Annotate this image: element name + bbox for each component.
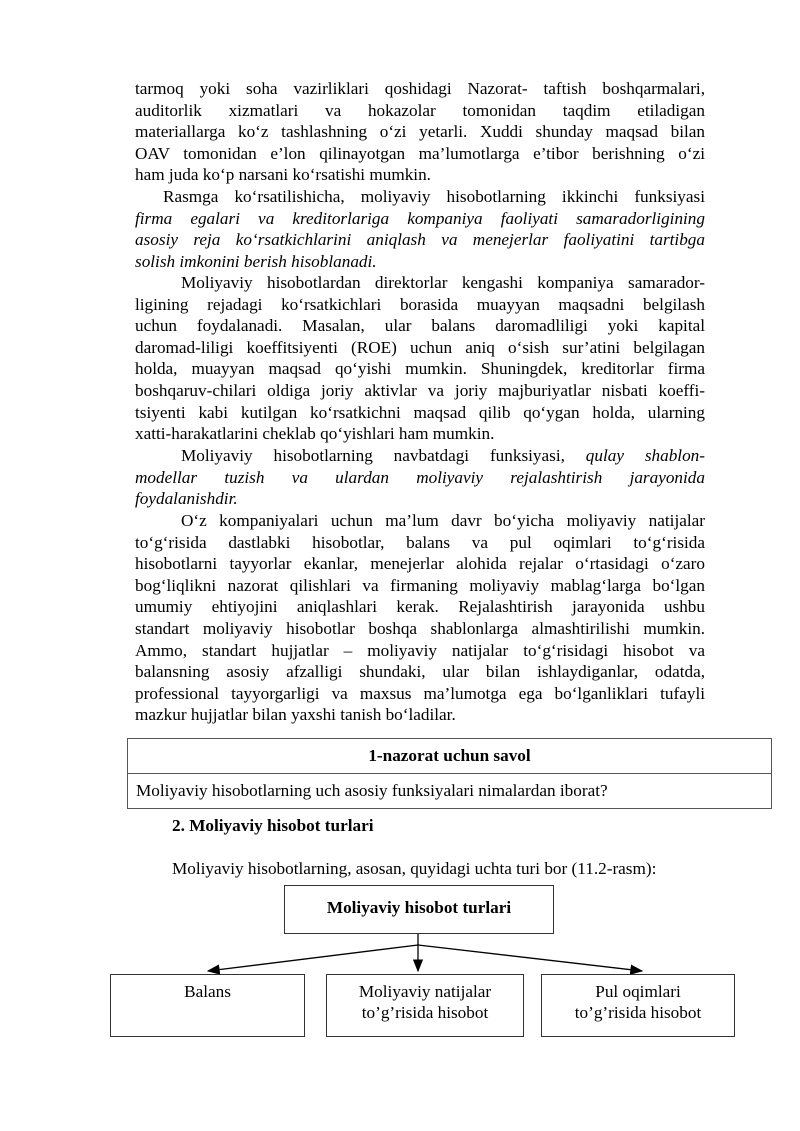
- text-line-italic: asosiy reja ko‘rsatkichlarini aniqlash va menejerlar faoliyatini tartibga: [135, 230, 705, 250]
- text-line: xatti-harakatlarini cheklab qo‘yishlari ham mumkin.: [135, 424, 495, 444]
- text-line: uchun foydalanadi. Masalan, ular balans daromadliligi yoki kapital: [135, 316, 705, 336]
- diagram-box-natijalar: [326, 974, 524, 1037]
- text-line: to‘g‘risida dastlabki hisobotlar, balans va pul oqimlari to‘g‘risida: [135, 532, 705, 552]
- text-line: Ammo, standart hujjatlar – moliyaviy natijalar to‘g‘risidagi hisobot va: [135, 640, 705, 660]
- text-line: Rasmga ko‘rsatilishicha, moliyaviy hisobotlarning ikkinchi funksiyasi: [163, 187, 705, 206]
- text-line: daromad-liligi koeffitsiyenti (ROE) uchun aniq o‘sish sur’atini belgilagan: [135, 337, 705, 357]
- control-question-title: 1-nazorat uchun savol: [128, 739, 771, 774]
- control-question-text: Moliyaviy hisobotlarning uch asosiy funksiyalari nimalardan iborat?: [136, 781, 608, 800]
- diagram-box-balans: [110, 974, 305, 1037]
- text-line: auditorlik xizmatlari va hokazolar tomonidan taqdim etiladigan: [135, 100, 705, 120]
- text-line-italic: firma egalari va kreditorlariga kompaniya faoliyati samaradorligining: [135, 208, 705, 228]
- diagram-box-label: to’g’risida hisobot: [361, 1003, 489, 1022]
- text-line: mazkur hujjatlar bilan yaxshi tanish bo‘ladilar.: [135, 705, 456, 725]
- text-line: standart moliyaviy hisobotlar boshqa shablonlarga almashtirilishi mumkin.: [135, 618, 705, 638]
- diagram-box-pul-oqimlari: [541, 974, 735, 1037]
- text-line: hisobotlarni tayyorlar ekanlar, menejerlar alohida rejalar o‘rtasidagi o‘zaro: [135, 554, 705, 574]
- diagram-box-label: Balans: [184, 982, 231, 1001]
- text-line: boshqaruv-chilari oldiga joriy aktivlar va joriy majburiyatlar nisbati koeffi-: [135, 380, 705, 400]
- arrow-to-balans: [208, 945, 418, 971]
- text-line: bog‘liqlikni nazorat qilishlari va firmaning moliyaviy mablag‘larga bo‘lgan: [135, 575, 705, 595]
- text-run-italic: qulay shablon-: [585, 446, 705, 465]
- diagram-root-box: Moliyaviy hisobot turlari: [284, 885, 554, 934]
- text-line: professional tayyorgarligi va maxsus ma’lumotga ega bo‘lganliklari tufayli: [135, 683, 705, 703]
- section-intro: Moliyaviy hisobotlarning, asosan, quyidagi uchta turi bor (11.2-rasm):: [172, 859, 657, 878]
- diagram-box-label: Moliyaviy natijalar: [358, 982, 492, 1001]
- text-line: umumiy ehtiyojini aniqlashlari kerak. Rejalashtirish jarayonida ushbu: [135, 597, 705, 617]
- text-line: OAV tomonidan e’lon qilinayotgan ma’lumotlarga e’tibor berishning o‘zi: [135, 143, 705, 163]
- text-line: O‘z kompaniyalari uchun ma’lum davr bo‘yicha moliyaviy natijalar: [181, 511, 705, 530]
- arrow-to-pul-oqimlari: [418, 945, 642, 971]
- text-line: holda, muayyan maqsad qo‘yishi mumkin. Shuningdek, kreditorlar firma: [135, 359, 705, 379]
- diagram-box-label: to’g’risida hisobot: [574, 1003, 702, 1022]
- text-line-italic: foydalanishdir.: [135, 489, 238, 509]
- text-line: balansning asosiy afzalligi shundaki, ular bilan ishlaydiganlar, odatda,: [135, 662, 705, 682]
- text-line: Moliyaviy hisobotlardan direktorlar kengashi kompaniya samarador-: [181, 273, 705, 292]
- text-line: ligining rejadagi ko‘rsatkichlari borasida muayyan maqsadni belgilash: [135, 294, 705, 314]
- text-run: Moliyaviy hisobotlarning navbatdagi funksiyasi,: [181, 446, 565, 465]
- text-line: tarmoq yoki soha vazirliklari qoshidagi Nazorat- taftish boshqarmalari,: [135, 79, 705, 98]
- text-line-italic: modellar tuzish va ulardan moliyaviy rejalashtirish jarayonida: [135, 467, 705, 487]
- text-line: materiallarga ko‘z tashlashning o‘zi yetarli. Xuddi shunday maqsad bilan: [135, 122, 705, 142]
- text-line: ham juda ko‘p narsani ko‘rsatishi mumkin.: [135, 165, 431, 185]
- section-title: 2. Moliyaviy hisobot turlari: [172, 816, 374, 835]
- diagram-box-label: Pul oqimlari: [595, 982, 681, 1001]
- text-line: tsiyenti kabi kutilgan ko‘rsatkichni maqsad qilib qo‘ygan holda, ularning: [135, 402, 705, 422]
- text-line-italic: solish imkonini berish hisoblanadi.: [135, 251, 377, 271]
